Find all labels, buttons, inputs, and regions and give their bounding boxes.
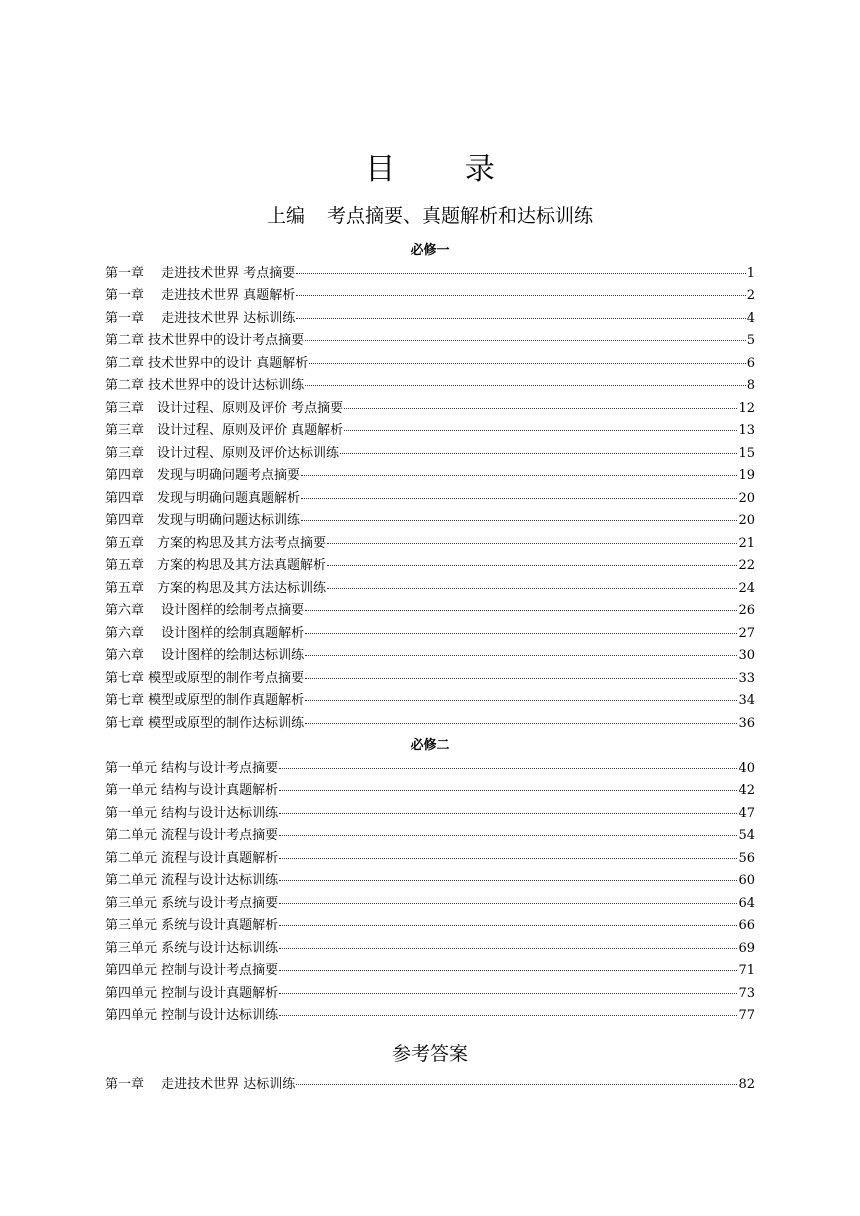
toc-entry[interactable]	[105, 353, 755, 376]
toc-entry-page: 64	[738, 895, 755, 911]
toc-entry-label: 第七章 模型或原型的制作考点摘要	[105, 670, 305, 686]
toc-entry[interactable]	[105, 533, 755, 556]
toc-entry-label: 第五章 方案的构思及其方法达标训练	[105, 580, 327, 596]
toc-entry[interactable]	[105, 803, 755, 826]
dot-leader	[305, 610, 737, 611]
toc-entry-page: 30	[738, 648, 755, 663]
toc-entry-label: 第一单元 结构与设计考点摘要	[105, 760, 279, 776]
toc-entry-page: 47	[738, 805, 755, 821]
toc-entry-page: 66	[738, 918, 755, 933]
toc-entry-label: 第一单元 结构与设计真题解析	[105, 783, 279, 798]
dot-leader	[340, 453, 737, 454]
toc-entry-label: 第七章 模型或原型的制作达标训练	[105, 715, 305, 731]
toc-section-2	[105, 735, 755, 1028]
dot-leader	[279, 993, 737, 994]
toc-entry[interactable]	[105, 420, 755, 443]
toc-entry-label: 第一单元 结构与设计达标训练	[105, 805, 279, 821]
toc-entry-label: 第二章 技术世界中的设计考点摘要	[105, 333, 305, 348]
toc-entry-page: 60	[738, 873, 755, 888]
toc-entry[interactable]	[105, 870, 755, 893]
dot-leader	[279, 768, 737, 769]
dot-leader	[279, 970, 737, 971]
dot-leader	[305, 678, 737, 679]
toc-entry-page: 36	[738, 715, 755, 731]
dot-leader	[327, 588, 737, 589]
toc-entry-page: 2	[746, 288, 755, 303]
toc-entry[interactable]	[105, 960, 755, 983]
dot-leader	[296, 318, 745, 319]
toc-entry-label: 第五章 方案的构思及其方法真题解析	[105, 558, 327, 573]
answers-heading: 参考答案	[391, 1042, 468, 1065]
toc-entry-page: 24	[738, 580, 755, 596]
toc-entry-label: 第二单元 流程与设计考点摘要	[105, 828, 279, 843]
toc-entry[interactable]	[105, 915, 755, 938]
dot-leader	[279, 925, 737, 926]
toc-entry-page: 77	[738, 1008, 755, 1023]
toc-entry-label: 第二单元 流程与设计真题解析	[105, 850, 279, 866]
toc-entry-page: 4	[746, 310, 755, 326]
toc-entry[interactable]	[105, 443, 755, 466]
toc-entry-label: 第六章 设计图样的绘制达标训练	[105, 648, 305, 663]
toc-entry[interactable]	[105, 375, 755, 398]
dot-leader	[305, 700, 737, 701]
toc-entry-label: 第一章 走进技术世界 真题解析	[105, 288, 296, 303]
toc-entry[interactable]	[105, 893, 755, 916]
dot-leader	[279, 1015, 737, 1016]
toc-entry[interactable]	[105, 623, 755, 646]
toc-entry[interactable]	[105, 308, 755, 331]
toc-entry-label: 第四单元 控制与设计真题解析	[105, 985, 279, 1001]
toc-entry[interactable]	[105, 1005, 755, 1028]
toc-entry-page: 22	[738, 558, 755, 573]
dot-leader	[305, 340, 746, 341]
toc-entry[interactable]	[105, 600, 755, 623]
toc-entry-label: 第四单元 控制与设计考点摘要	[105, 963, 279, 978]
dot-leader	[305, 633, 737, 634]
answers-section	[105, 1034, 755, 1097]
toc-entry-label: 第一章 走进技术世界 考点摘要	[105, 265, 296, 281]
toc-entry[interactable]	[105, 983, 755, 1006]
toc-entry-page: 69	[738, 940, 755, 956]
toc-entry-page: 13	[738, 423, 755, 438]
toc-entry[interactable]	[105, 488, 755, 511]
toc-entry-page: 20	[738, 513, 755, 528]
dot-leader	[279, 948, 737, 949]
toc-entry-label: 第四章 发现与明确问题考点摘要	[105, 468, 301, 483]
toc-entry-page: 73	[738, 985, 755, 1001]
toc-entry[interactable]	[105, 938, 755, 961]
toc-entry[interactable]	[105, 330, 755, 353]
dot-leader	[344, 430, 737, 431]
toc-entry-label: 第一章 走进技术世界 达标训练	[105, 1076, 296, 1092]
dot-leader	[327, 543, 737, 544]
part-title	[0, 203, 860, 229]
toc-entry-page: 33	[738, 670, 755, 686]
toc-entry-page: 19	[738, 468, 755, 483]
toc-entry-page: 26	[738, 603, 755, 618]
dot-leader	[279, 790, 737, 791]
toc-entry[interactable]	[105, 578, 755, 601]
toc-section-1	[105, 240, 755, 735]
toc-entry-page: 40	[738, 760, 755, 776]
toc-entry-label: 第四章 发现与明确问题达标训练	[105, 513, 301, 528]
toc-entry[interactable]	[105, 1074, 755, 1097]
toc-entry[interactable]	[105, 398, 755, 421]
toc-entry-label: 第二章 技术世界中的设计 真题解析	[105, 355, 309, 371]
toc-entry-page: 34	[738, 693, 755, 708]
toc-entry[interactable]	[105, 758, 755, 781]
toc-entry-label: 第四章 发现与明确问题真题解析	[105, 490, 301, 506]
dot-leader	[279, 835, 737, 836]
toc-entry[interactable]	[105, 825, 755, 848]
dot-leader	[296, 295, 745, 296]
dot-leader	[296, 273, 745, 274]
toc-entry-label: 第三章 设计过程、原则及评价达标训练	[105, 445, 340, 461]
dot-leader	[344, 408, 737, 409]
toc-entry-page: 56	[738, 850, 755, 866]
toc-entry-page: 82	[738, 1076, 755, 1092]
table-of-contents	[105, 240, 755, 1096]
toc-entry-label: 第六章 设计图样的绘制真题解析	[105, 625, 305, 641]
toc-entry-page: 42	[738, 783, 755, 798]
toc-entry-label: 第七章 模型或原型的制作真题解析	[105, 693, 305, 708]
toc-entry[interactable]	[105, 510, 755, 533]
dot-leader	[301, 498, 737, 499]
dot-leader	[279, 858, 737, 859]
toc-entries	[105, 1074, 755, 1097]
dot-leader	[279, 903, 737, 904]
toc-entry-page: 15	[738, 445, 755, 461]
toc-entry[interactable]	[105, 285, 755, 308]
toc-entry-label: 第五章 方案的构思及其方法考点摘要	[105, 535, 327, 551]
toc-entry[interactable]	[105, 780, 755, 803]
part-title-volume: 上编	[266, 205, 305, 227]
toc-entry-page: 8	[746, 378, 755, 393]
toc-entries	[105, 758, 755, 1028]
dot-leader	[296, 1084, 737, 1085]
dot-leader	[327, 565, 737, 566]
toc-entries	[105, 263, 755, 736]
toc-entry[interactable]	[105, 848, 755, 871]
dot-leader	[305, 723, 737, 724]
dot-leader	[301, 520, 737, 521]
toc-entry-label: 第三单元 系统与设计考点摘要	[105, 895, 279, 911]
toc-entry[interactable]	[105, 668, 755, 691]
dot-leader	[305, 655, 737, 656]
toc-entry[interactable]	[105, 645, 755, 668]
toc-entry-label: 第六章 设计图样的绘制考点摘要	[105, 603, 305, 618]
toc-entry[interactable]	[105, 713, 755, 736]
toc-entry-label: 第二章 技术世界中的设计达标训练	[105, 378, 305, 393]
toc-entry-page: 1	[746, 265, 755, 281]
toc-entry-label: 第二单元 流程与设计达标训练	[105, 873, 279, 888]
toc-entry-label: 第三单元 系统与设计真题解析	[105, 918, 279, 933]
toc-entry-page: 27	[738, 625, 755, 641]
section-heading: 必修一	[410, 243, 450, 258]
page-title: 目 录	[365, 152, 525, 187]
toc-entry-page: 71	[738, 963, 755, 978]
toc-entry-page: 6	[746, 355, 755, 371]
dot-leader	[301, 475, 737, 476]
toc-entry[interactable]	[105, 465, 755, 488]
toc-entry-page: 20	[738, 490, 755, 506]
dot-leader	[305, 385, 746, 386]
part-title-subtitle: 考点摘要、真题解析和达标训练	[327, 205, 594, 227]
section-heading: 必修二	[410, 738, 450, 753]
toc-entry[interactable]	[105, 555, 755, 578]
toc-entry-page: 12	[738, 400, 755, 416]
dot-leader	[309, 363, 745, 364]
toc-entry-label: 第四单元 控制与设计达标训练	[105, 1008, 279, 1023]
toc-entry[interactable]	[105, 690, 755, 713]
toc-entry-label: 第三章 设计过程、原则及评价 真题解析	[105, 423, 344, 438]
toc-entry-label: 第一章 走进技术世界 达标训练	[105, 310, 296, 326]
toc-entry-label: 第三章 设计过程、原则及评价 考点摘要	[105, 400, 344, 416]
toc-entry-label: 第三单元 系统与设计达标训练	[105, 940, 279, 956]
dot-leader	[279, 880, 737, 881]
toc-entry[interactable]	[105, 263, 755, 286]
dot-leader	[279, 813, 737, 814]
toc-entry-page: 5	[746, 333, 755, 348]
toc-entry-page: 54	[738, 828, 755, 843]
toc-entry-page: 21	[738, 535, 755, 551]
